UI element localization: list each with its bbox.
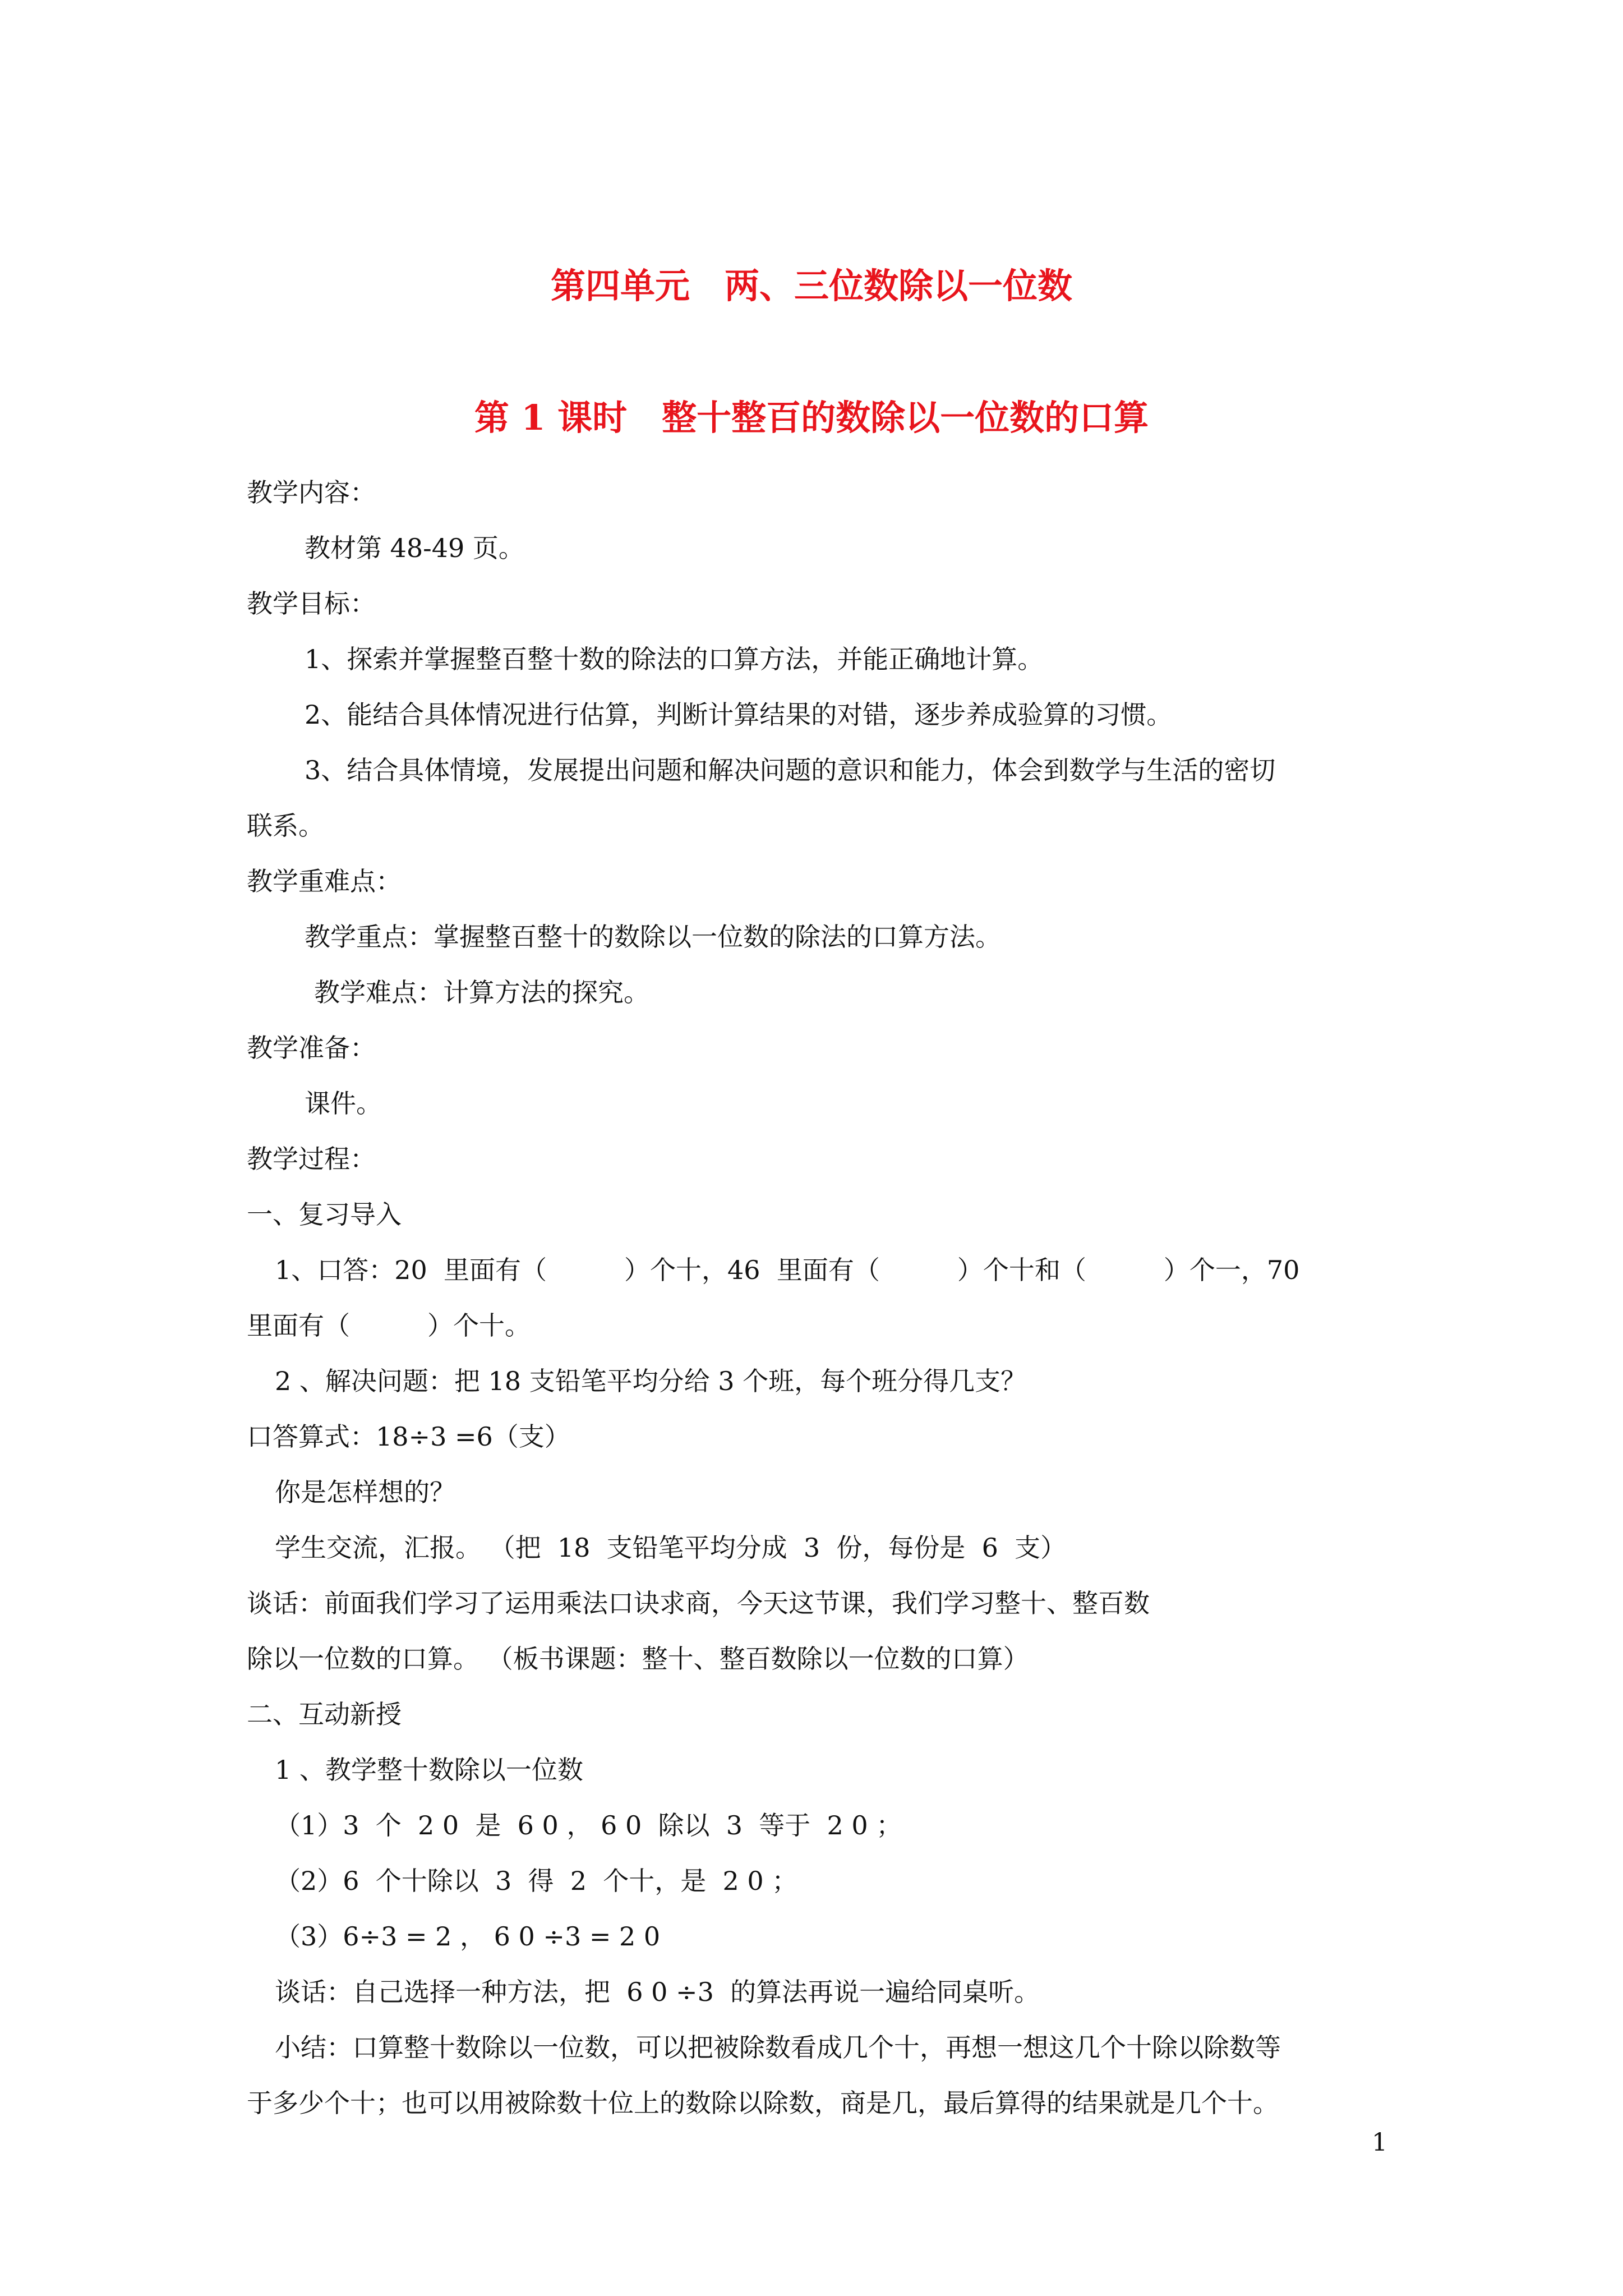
paragraph-line: 课件。 (305, 1088, 382, 1119)
paragraph-line: 你是怎样想的？ (275, 1477, 455, 1507)
unit-title: 第四单元 两、三位数除以一位数 (550, 265, 1072, 306)
page-number: 1 (1372, 2128, 1387, 2157)
paragraph-line: 2 、解决问题：把 18 支铅笔平均分给 3 个班，每个班分得几支？ (275, 1366, 1027, 1396)
lesson-title: 第 1 课时 整十整百的数除以一位数的口算 (474, 397, 1149, 438)
paragraph-line: 教学难点：计算方法的探究。 (314, 977, 649, 1007)
paragraph-line: 2、能结合具体情况进行估算，判断计算结果的对错，逐步养成验算的习惯。 (305, 700, 1173, 730)
paragraph-line: 教材第 48-49 页。 (305, 533, 524, 563)
paragraph-line: 口答算式：18÷3 =6（支） (247, 1421, 570, 1452)
paragraph-line: 谈话：自己选择一种方法，把 6 0 ÷3 的算法再说一遍给同桌听。 (275, 1977, 1040, 2007)
paragraph-line: 1 、教学整十数除以一位数 (275, 1755, 583, 1785)
paragraph-line: （3）6÷3 = 2 ， 6 0 ÷3 = 2 0 (275, 1921, 661, 1952)
paragraph-line: 3、结合具体情境，发展提出问题和解决问题的意识和能力，体会到数学与生活的密切 (305, 755, 1276, 785)
paragraph-line: 小结：口算整十数除以一位数，可以把被除数看成几个十，再想一想这几个十除以除数等 (275, 2032, 1281, 2063)
paragraph-line: 于多少个十；也可以用被除数十位上的数除以除数，商是几，最后算得的结果就是几个十。 (247, 2088, 1279, 2118)
section-heading-new-teaching: 二、互动新授 (247, 1699, 402, 1729)
paragraph-line: 里面有（ ）个十。 (247, 1310, 531, 1341)
section-heading-key-points: 教学重难点： (247, 866, 402, 896)
section-heading-process: 教学过程： (247, 1144, 376, 1174)
section-heading-content: 教学内容： (247, 477, 376, 508)
paragraph-line: 谈话：前面我们学习了运用乘法口诀求商，今天这节课，我们学习整十、整百数 (247, 1588, 1150, 1618)
paragraph-line: （2）6 个十除以 3 得 2 个十，是 2 0 ； (275, 1866, 798, 1896)
paragraph-line: （1）3 个 2 0 是 6 0 ， 6 0 除以 3 等于 2 0 ； (275, 1810, 902, 1841)
paragraph-line: 除以一位数的口算。 （板书课题：整十、整百数除以一位数的口算） (247, 1644, 1029, 1674)
paragraph-line: 教学重点：掌握整百整十的数除以一位数的除法的口算方法。 (305, 922, 1001, 952)
paragraph-line: 1、口答：20 里面有（ ）个十，46 里面有（ ）个十和（ ）个一，70 (275, 1255, 1300, 1285)
paragraph-line: 1、探索并掌握整百整十数的除法的口算方法，并能正确地计算。 (305, 644, 1044, 674)
section-heading-objectives: 教学目标： (247, 588, 376, 619)
section-heading-preparation: 教学准备： (247, 1033, 376, 1063)
section-heading-review: 一、复习导入 (247, 1199, 402, 1230)
paragraph-line: 联系。 (247, 811, 324, 841)
paragraph-line: 学生交流，汇报。 （把 18 支铅笔平均分成 3 份，每份是 6 支） (275, 1533, 1067, 1563)
